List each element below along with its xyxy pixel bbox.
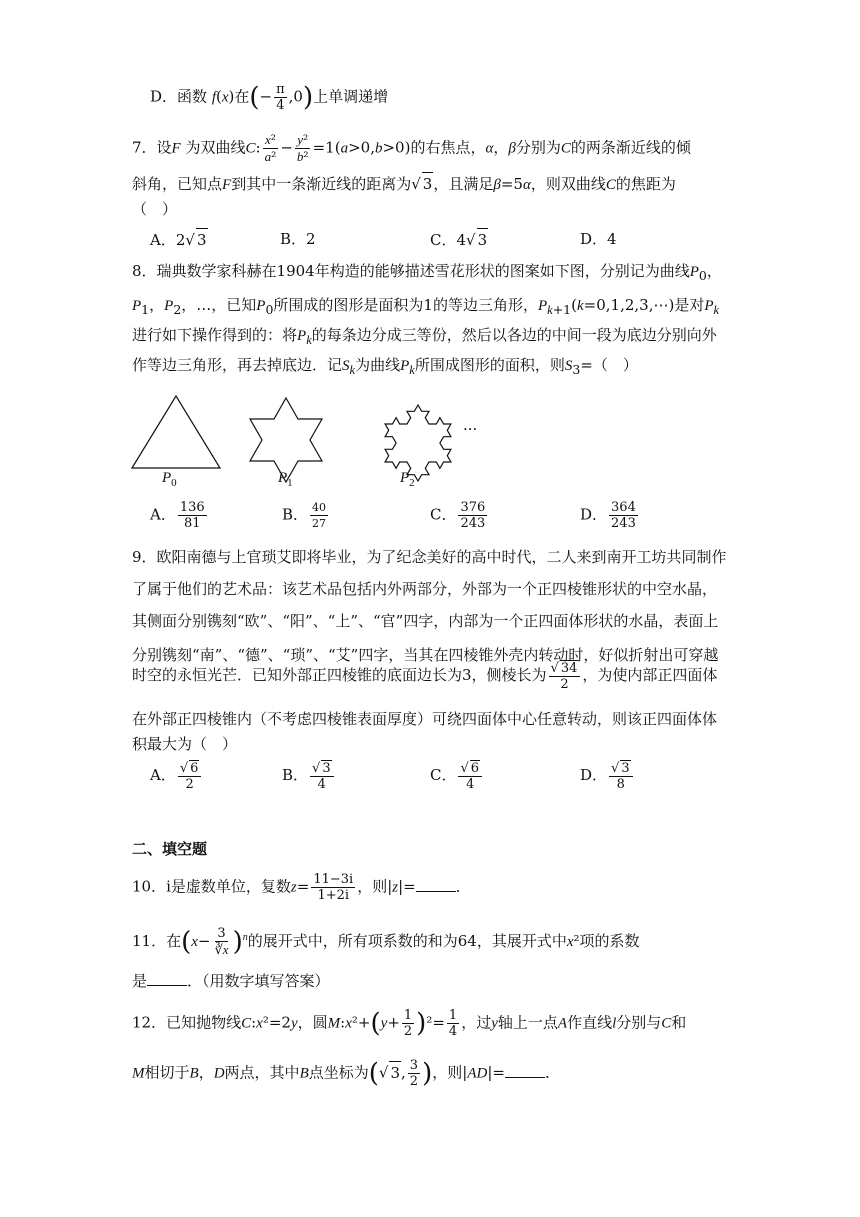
- q9-option-d: D． $\frac{√ 3}{8}$: [580, 760, 635, 792]
- section-title-fill-in: 二、填空题: [132, 840, 208, 858]
- q8-line1: 8．瑞典数学家科赫在1904年构造的能够描述雪花形状的图案如下图，分别记为曲线$P_0$，: [132, 262, 722, 283]
- q9-line1: 9．欧阳南德与上官琐艾即将毕业，为了纪念美好的高中时代，二人来到南开工坊共同制作: [132, 548, 727, 566]
- q8-line3: 进行如下操作得到的：将$P_k$的每条边分成三等份，然后以各边的中间一段为底边分别向外: [132, 326, 717, 347]
- q10: 10．i是虚数单位，复数z= $\frac{11-3i}{1+2i}$ ，则|z|= ．: [132, 872, 471, 903]
- q7-paren: （ ）: [132, 200, 178, 218]
- q12-line2: M相切于B，D两点，其中B点坐标为(√ 3, $\frac{3}{2}$ )，则|AD|= ．: [132, 1058, 560, 1089]
- q8-option-b: B． $\frac{40}{27}$: [282, 501, 327, 530]
- triangle-p0: [132, 396, 220, 468]
- q7-option-a: A．2√ 3: [150, 228, 208, 251]
- q8-line2: $P_1$，$P_2$，…，已知$P_0$所围成的图形是面积为1的等边三角形，$P_{k+1}(k=0,1,2,3,\cdots)$是对$P_k$: [132, 296, 720, 317]
- q9-line2: 了属于他们的艺术品：该艺术品包括内外两部分，外部为一个正四棱锥形状的中空水晶，: [132, 580, 718, 598]
- q8-option-d: D． $\frac{364}{243}$: [580, 500, 636, 531]
- figure-ellipsis: ···: [463, 420, 478, 438]
- q9-option-a: A． $\frac{√ 6}{2}$: [150, 760, 203, 792]
- label-p0: $P_0$: [162, 470, 177, 489]
- q9-line3: 其侧面分别镌刻“欧”、“阳”、“上”、“官”四字，内部为一个正四面体形状的水晶，表面上: [132, 612, 719, 630]
- q11-line1: 11．在(x− $\frac{3}{∛x}$ )$^n$的展开式中，所有项系数的和为64，其展开式中x²项的系数: [132, 926, 640, 958]
- q9-line7: 积最大为（ ）: [132, 735, 238, 753]
- q9-option-c: C． $\frac{√ 6}{4}$: [430, 760, 484, 792]
- q7-option-d: D．4: [580, 230, 617, 248]
- q7-line2: 斜角，已知点F到其中一条渐近线的距离为√ 3，且满足β=5α，则双曲线C的焦距为: [132, 172, 676, 196]
- snowflake-p2: [385, 405, 451, 481]
- q9-line4: 分别镌刻“南”、“德”、“琐”、“艾”四字，当其在四棱锥外壳内转动时，好似折射出可穿越: [132, 646, 719, 664]
- q9-line6: 在外部正四棱锥内（不考虑四棱锥表面厚度）可绕四面体中心任意转动，则该正四面体体: [132, 710, 718, 728]
- label-p2: $P_2$: [400, 470, 415, 489]
- koch-figure: [128, 395, 508, 495]
- q8-option-a: A． $\frac{136}{81}$: [150, 500, 205, 531]
- q11-line2: 是 ．（用数字填写答案）: [132, 972, 330, 990]
- answer-blank[interactable]: [416, 877, 456, 892]
- q8-line4: 作等边三角形，再去掉底边．记$S_k$为曲线$P_k$所围成图形的面积，则$S_3=$（ ）: [132, 356, 638, 377]
- answer-blank[interactable]: [147, 971, 187, 986]
- q9-line5: 时空的永恒光芒．已知外部正四棱锥的底面边长为3，侧棱长为 $\frac{√ 34}{2}$ ，为使内部正四面体: [132, 661, 718, 692]
- q12-line1: 12．已知抛物线C:x²=2y，圆M:x²+(y+ $\frac{1}{2}$ )²= $\frac{1}{4}$ ，过y轴上一点A作直线l分别与C和: [132, 1008, 687, 1039]
- label-p1: $P_1$: [278, 470, 293, 489]
- q7-option-b: B．2: [280, 230, 316, 248]
- answer-blank[interactable]: [505, 1063, 545, 1078]
- q7-line1: 7．设F 为双曲线C: $\frac{\text{x²}}{\text{a²}}$ − $\frac{\text{y²}}{\text{b²}}$ =1(a>0,b>0)的右焦点，α，β分别为C的两条渐近线的倾: [132, 132, 691, 165]
- q9-option-b: B． $\frac{√ 3}{4}$: [282, 760, 336, 792]
- q6-option-d: D．函数 f(x)在(− $\frac{\pi}{4}$ ,0)上单调递增: [150, 82, 389, 113]
- q7-option-c: C．4√ 3: [430, 228, 488, 251]
- q8-option-c: C． $\frac{376}{243}$: [430, 500, 486, 531]
